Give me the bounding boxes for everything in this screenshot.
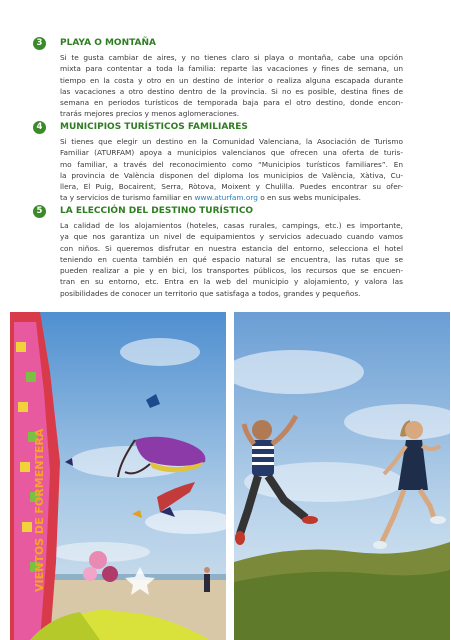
body-line: pueden realizar a pie y en bici, los transportes públicos, los recursos que se encuen- — [60, 266, 403, 275]
body-line: posibilidades de conocer un territorio que satisfaga a todos, grandes y pequeños. — [60, 288, 361, 298]
body-line: La calidad de los alojamientos (hoteles, casas rurales, campings, etc.) es importante, — [60, 221, 403, 230]
body-line: trarás mejores precios y menos aglomeraciones. — [60, 109, 240, 119]
section-body — [60, 52, 403, 120]
section-heading — [36, 205, 403, 219]
kites-beach-photo — [10, 312, 226, 640]
section-heading — [36, 37, 403, 51]
section-playa-montana — [36, 37, 403, 120]
body-line-with-link — [60, 192, 403, 203]
body-line: semana en periodos turísticos de temporada baja para el otro destino, donde encon- — [60, 98, 403, 107]
section-heading — [36, 121, 403, 135]
banner-text: VIENTOS DE FORMENTERA — [33, 428, 46, 592]
body-line: teniendo en cuenta también en qué espacio natural se encuentra, las rutas que se — [60, 254, 403, 264]
section-title: LA ELECCIÓN DEL DESTINO TURÍSTICO — [60, 206, 254, 216]
body-line: con niños. Si queremos disfrutar en nuestra estancia del entorno, selecciona el hotel — [60, 243, 403, 253]
body-text: ta y servicios de turismo familiar en — [60, 193, 195, 203]
body-text: o en sus webs municipales. — [257, 193, 361, 203]
section-eleccion-destino — [36, 205, 403, 299]
body-line: llera, El Puig, Bocairent, Serra, Ròtova, Moixent y Chulilla. Puedes encontrar su ofer- — [60, 182, 403, 191]
body-line: la provincia de València disponen del diploma los municipios de València, Xàtiva, Cu- — [60, 170, 403, 180]
section-body — [60, 136, 403, 204]
section-municipios-turisticos — [36, 121, 403, 204]
body-line: Familiar (ATURFAM) apoya a municipios valencianos que ofrecen una oferta de turis- — [60, 148, 403, 158]
body-line: ya que nos garantiza un nivel de equipamientos y servicios adecuado cuando vamos — [60, 232, 403, 242]
body-line: las vacaciones a otro destino dentro de la provincia. Si no es posible, destina fines de — [60, 86, 403, 96]
aturfam-link[interactable]: www.aturfam.org — [194, 193, 258, 203]
kids-jumping-photo — [234, 312, 450, 640]
section-number-badge: 4 — [33, 121, 46, 134]
body-line: tiempo en la costa y otro en un destino de interior o realiza alguna escapada durante — [60, 75, 403, 85]
body-line: Si tienes que elegir un destino en la Comunidad Valenciana, la Asociación de Turismo — [60, 137, 403, 146]
section-number-badge: 3 — [33, 37, 46, 50]
body-line: tran en su entorno, etc. Entra en la web del municipio y alojamiento, y valora las — [60, 277, 403, 287]
section-body — [60, 220, 403, 299]
section-title: MUNICIPIOS TURÍSTICOS FAMILIARES — [60, 122, 248, 132]
section-title: PLAYA O MONTAÑA — [60, 38, 157, 48]
body-line: mixta para contentar a toda la familia: reparte las vacaciones y fines de semana, un — [60, 64, 403, 74]
body-line: Si te gusta cambiar de aires, y no tienes claro si playa o montaña, cabe una opción — [60, 53, 403, 62]
section-number-badge: 5 — [33, 205, 46, 218]
body-line: mo familiar, a través del reconocimiento como “Municipios turísticos familiares”. En — [60, 159, 403, 169]
